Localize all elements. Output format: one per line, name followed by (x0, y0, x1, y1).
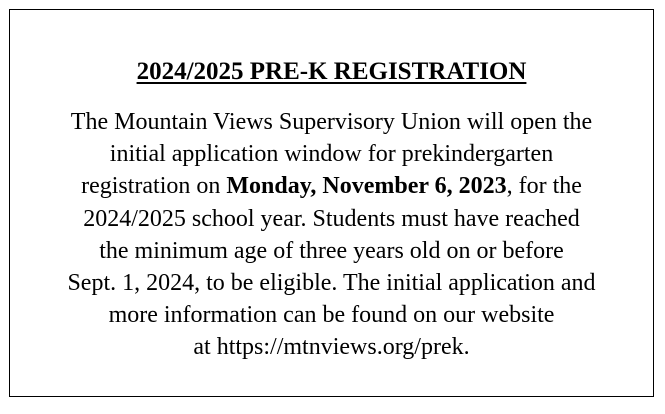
body-line-8: at https://mtnviews.org/prek. (193, 334, 470, 361)
notice-body (22, 106, 641, 364)
body-line-3-after: , for the (506, 173, 582, 200)
body-line-1: The Mountain Views Supervisory Union will open the (70, 109, 593, 135)
notice-title: 2024/2025 PRE-K REGISTRATION (136, 58, 527, 85)
body-line-3 (22, 170, 641, 202)
body-line-5: the minimum age of three years old on or before (99, 237, 564, 264)
body-line-4: 2024/2025 school year. Students must have reached (83, 205, 580, 232)
notice-box (9, 9, 654, 397)
registration-date: Monday, November 6, 2023 (226, 173, 507, 200)
body-line-7: more information can be found on our website (108, 302, 555, 329)
body-line-2: initial application window for prekindergarten (109, 141, 554, 168)
body-line-6: Sept. 1, 2024, to be eligible. The initial application and (67, 270, 596, 297)
body-line-3-before: registration on (81, 173, 227, 200)
